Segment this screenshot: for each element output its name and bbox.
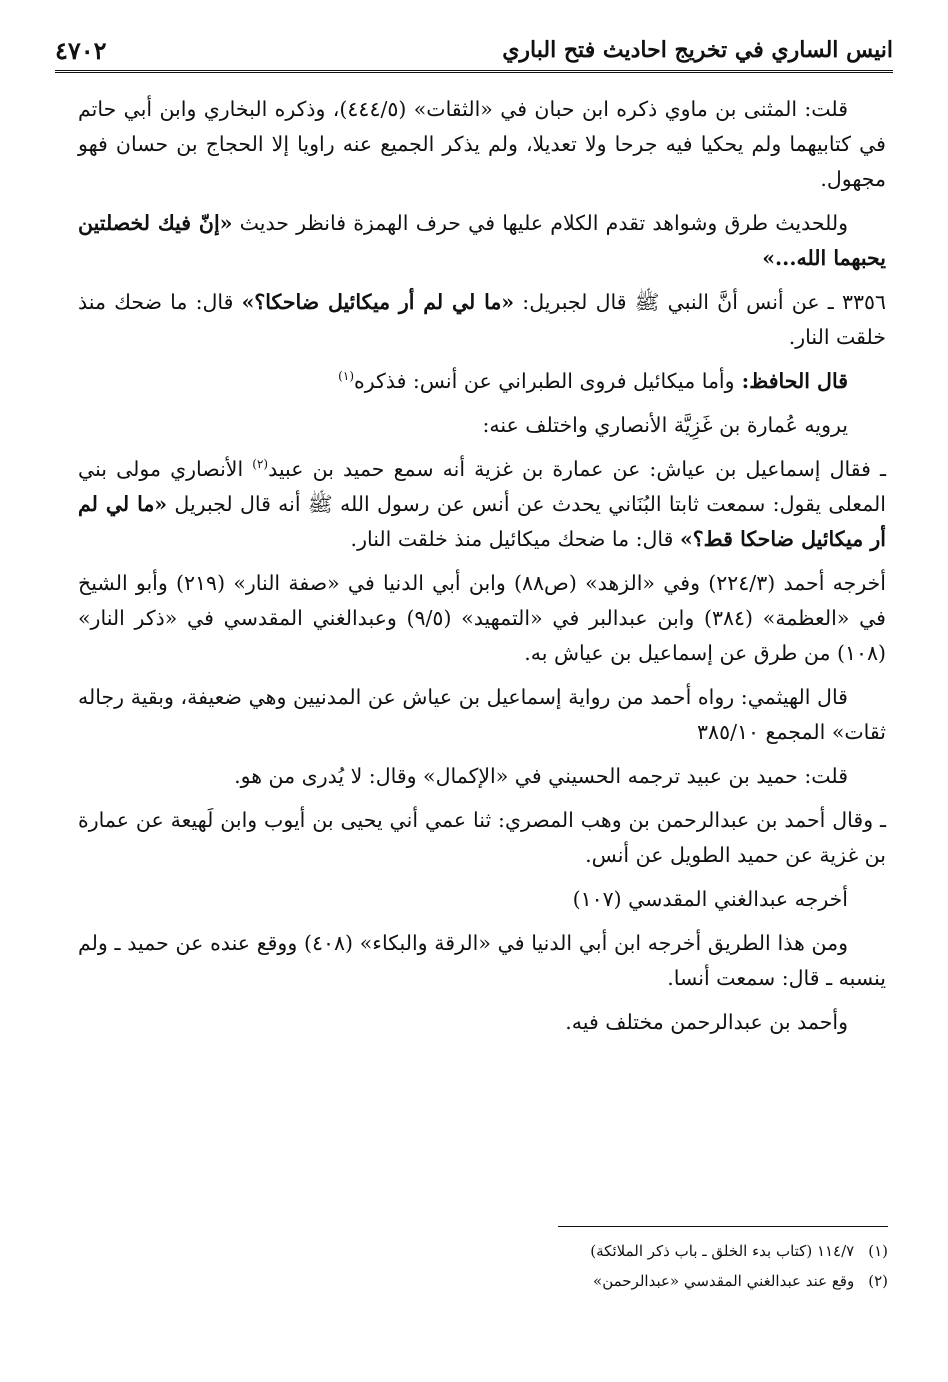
footnote-rule: [558, 1226, 888, 1227]
speaker-label: قال الحافظ:: [734, 369, 848, 393]
hadith-3356: [78, 285, 886, 355]
paragraph-text: أخرجه أحمد (٢٢٤/٣) وفي «الزهد» (ص٨٨) وابن أبي الدنيا في «صفة النار» (٢١٩) وأبو الشيخ في «العظمة» (٣٨٤) وابن عبدالبر في «التمهيد» (٩/٥) وعبدالغني المقدسي في «ذكر النار» (١٠٨) من طرق عن إسماعيل بن عياش به.: [78, 571, 887, 665]
footnote-text: وقع عند عبدالغني المقدسي «عبدالرحمن»: [593, 1272, 855, 1290]
header-rule: [55, 70, 893, 76]
paragraph-text: قلت: المثنى بن ماوي ذكره ابن حبان في «الثقات» (٤٤٤/٥)، وذكره البخاري وابن أبي حاتم في كتابيهما ولم يحكيا فيه جرحا ولا تعديلا، ولم يذكر الجميع عنه راويا إلا الحجاج بن حسان فهو مجهول.: [78, 97, 886, 191]
paragraph-hafiz: [78, 364, 886, 399]
paragraph-text: قلت: حميد بن عبيد ترجمه الحسيني في «الإكمال» وقال: لا يُدرى من هو.: [234, 764, 848, 788]
footnote-2: [400, 1266, 888, 1296]
paragraph-text: وأحمد بن عبدالرحمن مختلف فيه.: [565, 1010, 848, 1034]
paragraph-text: قال: ما ضحك ميكائيل منذ خلقت النار.: [350, 527, 680, 551]
paragraph-7: [78, 566, 886, 671]
paragraph-text: قال الهيثمي: رواه أحمد من رواية إسماعيل بن عياش عن المدنيين وهي ضعيفة، وبقية رجاله ثقات» المجمع ٣٨٥/١٠: [78, 685, 886, 744]
footnote-marker-1[interactable]: (١): [338, 369, 354, 384]
paragraph-text: ومن هذا الطريق أخرجه ابن أبي الدنيا في «الرقة والبكاء» (٤٠٨) ووقع عنده عن حميد ـ ولم ينسبه ـ قال: سمعت أنسا.: [78, 931, 886, 990]
running-title: انيس الساري في تخريج احاديث فتح الباري: [502, 37, 893, 63]
paragraph-text: وللحديث طرق وشواهد تقدم الكلام عليها في حرف الهمزة فانظر حديث: [232, 211, 848, 235]
paragraph-text: ـ فقال إسماعيل بن عياش: عن عمارة بن غزية أنه سمع حميد بن عبيد: [268, 457, 886, 481]
paragraph-text: ـ وقال أحمد بن عبدالرحمن بن وهب المصري: ثنا عمي أني يحيى بن أيوب وابن لَهيعة عن عمارة بن غزية عن حميد الطويل عن أنس.: [78, 808, 886, 867]
paragraph-8: [78, 680, 886, 750]
paragraph-9: [78, 759, 886, 794]
paragraph-text: يرويه عُمارة بن غَزِيَّة الأنصاري واختلف عنه:: [482, 413, 848, 437]
paragraph-2: [78, 206, 886, 276]
paragraph-text: أخرجه عبدالغني المقدسي (١٠٧): [572, 887, 848, 911]
main-text: [78, 92, 886, 1049]
paragraph-13: [78, 1005, 886, 1040]
hadith-number-text: ٣٣٥٦ ـ عن أنس أنَّ النبي ﷺ قال لجبريل:: [514, 290, 887, 314]
hadith-matn: «ما لي لم أر ميكائيل ضاحكا؟»: [241, 290, 515, 314]
paragraph-12: [78, 926, 886, 996]
paragraph-text: الأنصاري مولى بني المعلى يقول: سمعت ثابتا البُنَاني يحدث عن أنس عن رسول الله ﷺ أنه قال لجبريل: [78, 457, 886, 516]
paragraph-1: [78, 92, 886, 197]
paragraph-6: [78, 452, 886, 557]
paragraph-text: وأما ميكائيل فروى الطبراني عن أنس: فذكره: [354, 369, 735, 393]
hadith-matn: «ما لي لم أر ميكائيل ضاحكا قط؟»: [78, 492, 886, 551]
hadith-reference: «إنّ فيك لخصلتين يحبهما الله...»: [78, 211, 886, 270]
footnote-number: (١): [868, 1242, 888, 1260]
paragraph-11: [78, 882, 886, 917]
footnote-1: [400, 1236, 888, 1266]
footnote-text: ١١٤/٧ (كتاب بدء الخلق ـ باب ذكر الملائكة): [590, 1242, 855, 1260]
footnotes: [400, 1236, 888, 1296]
page-header: [55, 30, 893, 70]
footnote-number: (٢): [868, 1272, 888, 1290]
paragraph-10: [78, 803, 886, 873]
footnote-marker-2[interactable]: (٢): [252, 457, 269, 472]
paragraph-5: [78, 408, 886, 443]
page-number: ٤٧٠٢: [55, 35, 107, 65]
paragraph-text: قال: ما ضحك منذ خلقت النار.: [78, 290, 886, 349]
